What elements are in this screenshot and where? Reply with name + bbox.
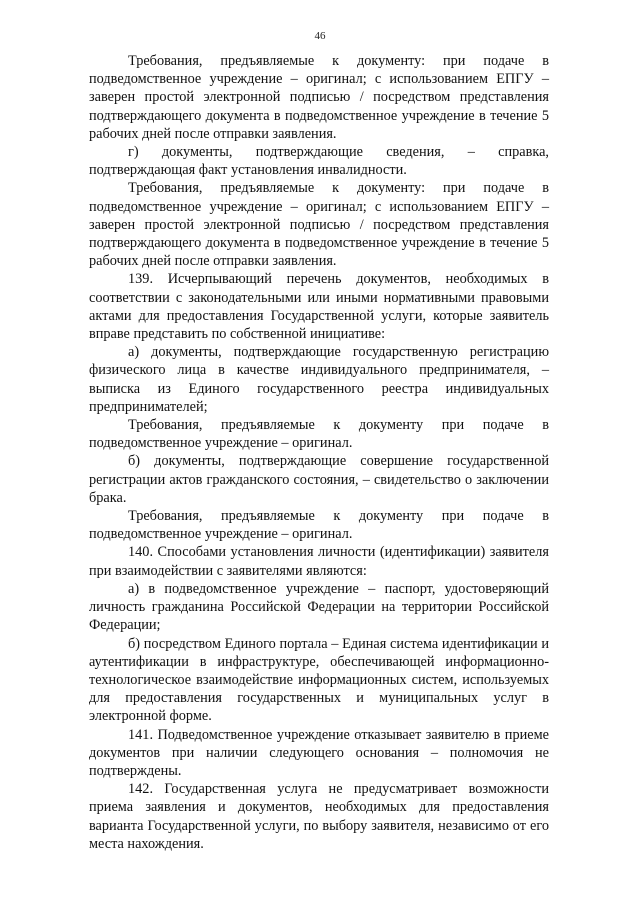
document-body xyxy=(89,52,549,853)
paragraph-requirements-3: Требования, предъявляемые к документу при подаче в подведомственное учреждение – оригинал. xyxy=(89,417,549,452)
paragraph-139-item-a: а) документы, подтверждающие государственную регистрацию физического лица в качестве индивидуального предпринимателя, – выписка из Единого государственного реестра индивидуальных предпринимателей; xyxy=(89,344,549,415)
paragraph-139: 139. Исчерпывающий перечень документов, необходимых в соответствии с законодательными или иными нормативными правовыми актами для предоставления Государственной услуги, которые заявитель вправе представить по собственной инициативе: xyxy=(89,271,549,343)
paragraph-requirements-2: Требования, предъявляемые к документу: при подаче в подведомственное учреждение – оригинал; с использованием ЕПГУ – заверен простой электронной подписью / посредством представления подтверждающего документа в подведомственное учреждение в течение 5 рабочих дней после отправки заявления. xyxy=(89,180,549,270)
page-number: 46 xyxy=(314,30,326,42)
paragraph-140-item-a: а) в подведомственное учреждение – паспорт, удостоверяющий личность гражданина Российской Федерации на территории Российской Федерации; xyxy=(89,580,549,634)
paragraph-142: 142. Государственная услуга не предусматривает возможности приема заявления и документов, необходимых для предоставления варианта Государственной услуги, по выбору заявителя, независимо от его места нахождения. xyxy=(89,781,549,852)
paragraph-141: 141. Подведомственное учреждение отказывает заявителю в приеме документов при наличии следующего основания – полномочия не подтверждены. xyxy=(89,726,549,779)
paragraph-140-item-b: б) посредством Единого портала – Единая система идентификации и аутентификации в инфраструктуре, обеспечивающей информационно-технологическое взаимодействие информационных систем, используемых для предоставления государственных и муниципальных услуг в электронной форме. xyxy=(89,635,549,725)
paragraph-item-g-disability: г) документы, подтверждающие сведения, – справка, подтверждающая факт установления инвалидности. xyxy=(89,144,549,179)
paragraph-140: 140. Способами установления личности (идентификации) заявителя при взаимодействии с заявителями являются: xyxy=(89,544,549,579)
paragraph-requirements-4: Требования, предъявляемые к документу при подаче в подведомственное учреждение – оригинал. xyxy=(89,508,549,543)
paragraph-139-item-b: б) документы, подтверждающие совершение государственной регистрации актов гражданского состояния, – свидетельство о заключении брака. xyxy=(89,453,549,506)
paragraph-requirements-1: Требования, предъявляемые к документу: при подаче в подведомственное учреждение – оригинал; с использованием ЕПГУ – заверен простой электронной подписью / посредством представления подтверждающего документа в подведомственное учреждение в течение 5 рабочих дней после отправки заявления. xyxy=(89,53,549,142)
